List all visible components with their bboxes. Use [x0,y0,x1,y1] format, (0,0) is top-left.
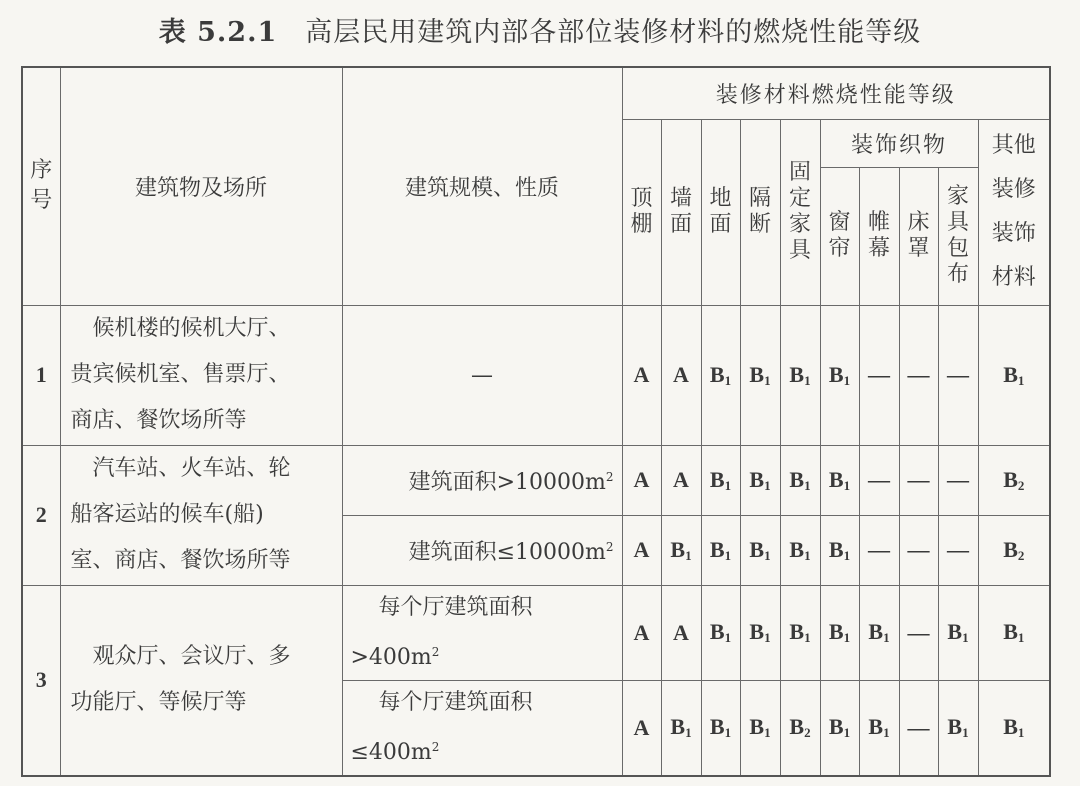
value-cell: — [899,585,938,680]
value-cell [701,515,740,585]
rating-letter: B [709,619,725,644]
value-cell: — [859,305,899,445]
rating-subscript: 1 [764,477,771,493]
header-partition [740,119,780,305]
rating-letter: B [828,536,844,562]
header-curtain [820,167,859,305]
value-cell [820,515,859,585]
place-line: 商店、餐饮场所等 [70,408,247,433]
rating-subscript: 1 [685,725,692,740]
rating-letter: B [709,536,725,562]
value-cell [859,680,899,776]
header-ceiling-label: 顶棚 [630,186,653,237]
rating-subscript: 1 [724,630,732,645]
value-cell [701,445,740,515]
value-cell [938,680,978,776]
value-cell [701,585,740,680]
value-cell [978,445,1050,515]
value-cell [978,515,1050,585]
value-cell [938,585,978,680]
rating-subscript: 1 [685,547,692,563]
value-cell [820,585,859,680]
value-cell [740,515,780,585]
header-seq [22,67,60,305]
row-place [60,445,342,585]
value-cell: — [938,515,978,585]
value-cell: — [899,515,938,585]
value-cell [701,680,740,776]
rating-letter: B [868,714,884,739]
rating-letter: B [947,714,963,739]
rating-subscript: 1 [804,477,811,493]
table-caption: 高层民用建筑内部各部位装修材料的燃烧性能等级 [305,17,922,48]
rating-subscript: 1 [962,630,969,645]
rating-letter: B [1003,536,1018,562]
value-cell: A [622,305,661,445]
header-fabrics: 装饰织物 [820,119,978,167]
rating-subscript: 2 [1017,547,1025,563]
header-bedspread [899,167,938,305]
scale-text: >400m [350,644,432,670]
rating-subscript: 1 [843,725,851,740]
scale-line-2 [351,725,622,775]
place-line: 候机楼的候机大厅、 [92,316,291,341]
rating-subscript: 1 [1017,630,1025,645]
rating-subscript: 1 [843,630,851,645]
header-bedspread-label: 床罩 [907,210,930,261]
place-line: 观众厅、会议厅、多 [92,644,291,669]
header-scale: 建筑规模、性质 [342,67,622,305]
rating-subscript: 2 [804,725,811,740]
place-line: 室、商店、餐饮场所等 [70,548,291,573]
rating-letter: B [749,536,765,562]
value-cell [820,305,859,445]
table-number: 表 5.2.1 [158,17,278,48]
value-cell [661,515,701,585]
rating-letter: B [947,619,963,644]
rating-subscript: 1 [883,725,890,740]
header-drape [859,167,899,305]
value-cell: — [899,445,938,515]
header-building: 建筑物及场所 [60,67,342,305]
header-other [978,119,1050,305]
value-cell: — [859,515,899,585]
value-cell: A [622,445,661,515]
rating-subscript: 2 [1017,477,1025,493]
value-cell [820,445,859,515]
rating-letter: B [749,714,765,739]
rating-subscript: 1 [843,477,851,493]
value-cell [740,585,780,680]
rating-letter: B [789,536,805,562]
rating-letter: B [709,714,725,739]
header-wall-label: 墙面 [669,186,692,237]
row-seq: 3 [22,585,60,776]
rating-letter: B [789,619,805,644]
value-cell [661,680,701,776]
header-upholstery [938,167,978,305]
table-row-1 [22,305,1050,445]
rating-letter: B [789,361,805,387]
scale-text: ≤400m [350,739,432,765]
row-place [60,585,342,776]
scale-text: 建筑面积>10000m [408,469,606,495]
rating-letter: B [828,361,844,387]
value-cell: — [899,305,938,445]
scale-sup: 2 [431,644,440,659]
rating-letter: B [749,619,765,644]
place-line: 贵宾候机室、售票厅、 [70,362,291,387]
table-row-2a [22,445,1050,515]
value-cell [780,680,820,776]
header-rating-group: 装修材料燃烧性能等级 [622,67,1050,119]
rating-subscript: 1 [724,372,732,388]
rating-letter: B [709,466,725,492]
value-cell: — [938,445,978,515]
fire-rating-table [21,66,1051,777]
place-line: 功能厅、等候厅等 [70,690,247,715]
header-upholstery-label: 家具包布 [946,184,969,287]
rating-subscript: 1 [804,630,811,645]
value-cell [740,445,780,515]
rating-letter: B [1003,714,1018,739]
rating-subscript: 1 [764,372,771,388]
value-cell: A [622,585,661,680]
row-scale [342,585,622,680]
header-curtain-label: 窗帘 [828,210,851,261]
value-cell: — [899,680,938,776]
rating-subscript: 1 [804,372,811,388]
value-cell [780,585,820,680]
rating-letter: B [828,466,844,492]
row-scale [342,445,622,515]
rating-subscript: 1 [962,725,969,740]
table-row-3a [22,585,1050,680]
scale-sup: 2 [431,739,440,754]
table-title [0,10,1080,49]
value-cell [820,680,859,776]
rating-subscript: 1 [724,477,732,493]
place-line: 汽车站、火车站、轮 [92,456,291,481]
row-seq: 1 [22,305,60,445]
value-cell: A [661,305,701,445]
rating-letter: B [828,714,844,739]
header-floor-label: 地面 [709,186,732,237]
header-fixed-furniture [780,119,820,305]
scale-line-1: 每个厅建筑面积 [378,594,533,620]
value-cell [859,585,899,680]
rating-letter: B [1003,361,1018,387]
value-cell [780,305,820,445]
rating-letter: B [1003,619,1018,644]
scale-sup: 2 [605,539,614,554]
rating-subscript: 1 [843,372,851,388]
rating-subscript: 1 [724,547,732,563]
rating-letter: B [789,714,805,739]
header-wall [661,119,701,305]
header-drape-label: 帷幕 [867,210,890,261]
scale-sup: 2 [605,469,614,484]
header-partition-label: 隔断 [748,186,771,237]
row-scale [342,680,622,776]
rating-letter: B [670,714,686,739]
row-scale: — [342,305,622,445]
value-cell [978,305,1050,445]
rating-letter: B [670,536,686,562]
value-cell: A [661,445,701,515]
rating-subscript: 1 [764,630,771,645]
rating-letter: B [789,466,805,492]
header-other-label: 其他装修装饰材料 [991,133,1036,290]
rating-subscript: 1 [1017,725,1025,740]
rating-letter: B [749,466,765,492]
header-ceiling [622,119,661,305]
value-cell [701,305,740,445]
value-cell [780,445,820,515]
rating-letter: B [868,619,884,644]
scale-line-1: 每个厅建筑面积 [378,689,533,715]
rating-subscript: 1 [1017,372,1025,388]
rating-letter: B [828,619,844,644]
rating-subscript: 1 [764,547,771,563]
row-scale [342,515,622,585]
header-fixed-furniture-label: 固定家具 [788,160,811,263]
value-cell: — [859,445,899,515]
place-line: 船客运站的候车(船) [70,502,264,527]
row-seq: 2 [22,445,60,585]
rating-subscript: 1 [764,725,771,740]
value-cell [978,585,1050,680]
rating-letter: B [749,361,765,387]
value-cell: A [622,515,661,585]
scale-text: 建筑面积≤10000m [408,539,606,565]
value-cell: — [938,305,978,445]
value-cell [978,680,1050,776]
value-cell [780,515,820,585]
scale-line-2 [351,630,622,680]
rating-letter: B [709,361,725,387]
rating-letter: B [1003,466,1018,492]
row-place [60,305,342,445]
header-seq-label: 序号 [30,158,53,214]
value-cell [740,305,780,445]
header-floor [701,119,740,305]
rating-subscript: 1 [883,630,890,645]
value-cell [740,680,780,776]
value-cell: A [622,680,661,776]
rating-subscript: 1 [724,725,732,740]
rating-subscript: 1 [804,547,811,563]
rating-subscript: 1 [843,547,851,563]
value-cell: A [661,585,701,680]
